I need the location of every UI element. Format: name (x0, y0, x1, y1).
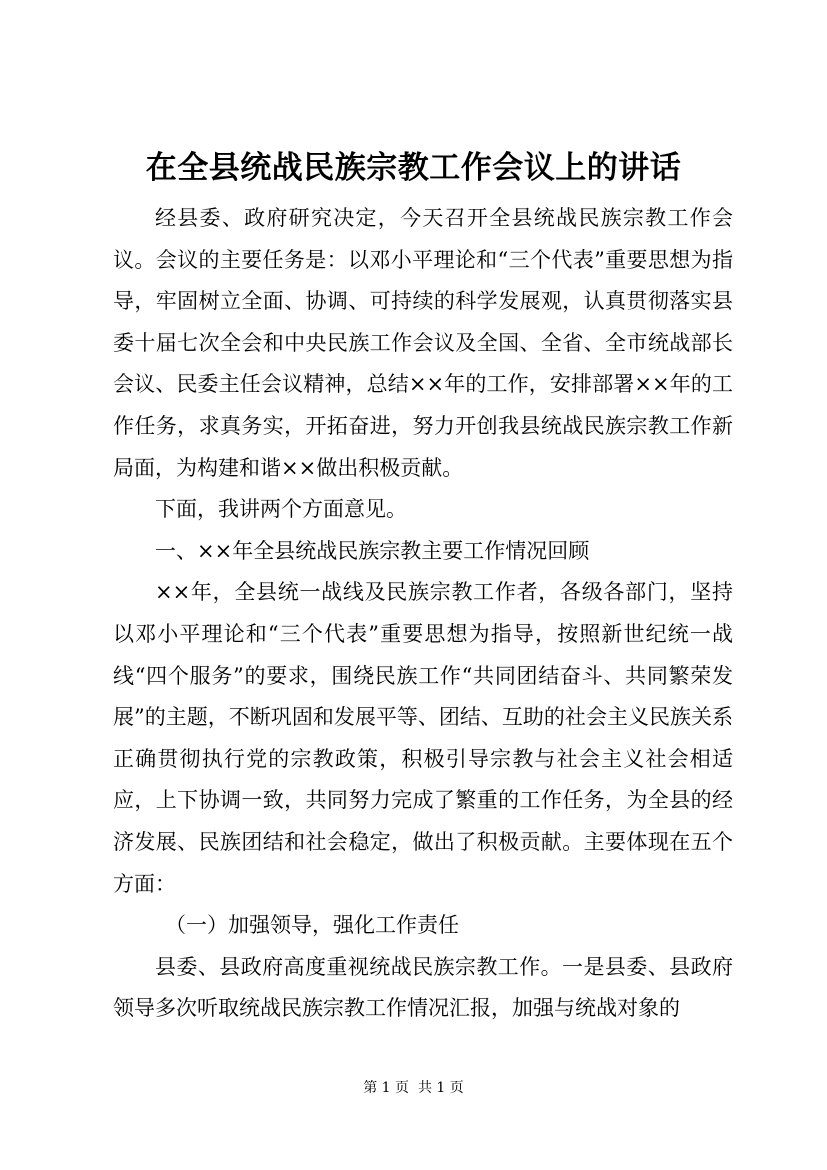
paragraph-review: ××年，全县统一战线及民族宗教工作者，各级各部门，坚持以邓小平理论和“三个代表”重要思想为指导，按照新世纪统一战线“四个服务”的要求，围绕民族工作“共同团结奋斗、共同繁荣发展”的主题，不断巩固和发展平等、团结、互助的社会主义民族关系正确贯彻执行党的宗教政策，积极引导宗教与社会主义社会相适应，上下协调一致，共同努力完成了繁重的工作任务，为全县的经济发展、民族团结和社会稳定，做出了积极贡献。主要体现在五个方面： (113, 580, 733, 896)
subsection-heading-1: （一）加强领导，强化工作责任 (165, 913, 459, 938)
document-title: 在全县统战民族宗教工作会议上的讲话 (145, 150, 682, 186)
paragraph-leadership: 县委、县政府高度重视统战民族宗教工作。一是县委、县政府领导多次听取统战民族宗教工作情况汇报，加强与统战对象的 (113, 954, 733, 1021)
page-number-footer: 第 1 页 共 1 页 (363, 1080, 464, 1096)
paragraph-outline: 下面，我讲两个方面意见。 (155, 497, 407, 522)
paragraph-intro: 经县委、政府研究决定，今天召开全县统战民族宗教工作会议。会议的主要任务是：以邓小平理论和“三个代表”重要思想为指导，牢固树立全面、协调、可持续的科学发展观，认真贯彻落实县委十届七次全会和中央民族工作会议及全国、全省、全市统战部长会议、民委主任会议精神，总结××年的工作，安排部署××年的工作任务，求真务实，开拓奋进，努力开创我县统战民族宗教工作新局面，为构建和谐××做出积极贡献。 (113, 206, 733, 480)
section-heading-1: 一、××年全县统战民族宗教主要工作情况回顾 (155, 538, 590, 563)
document-body (113, 198, 733, 1030)
